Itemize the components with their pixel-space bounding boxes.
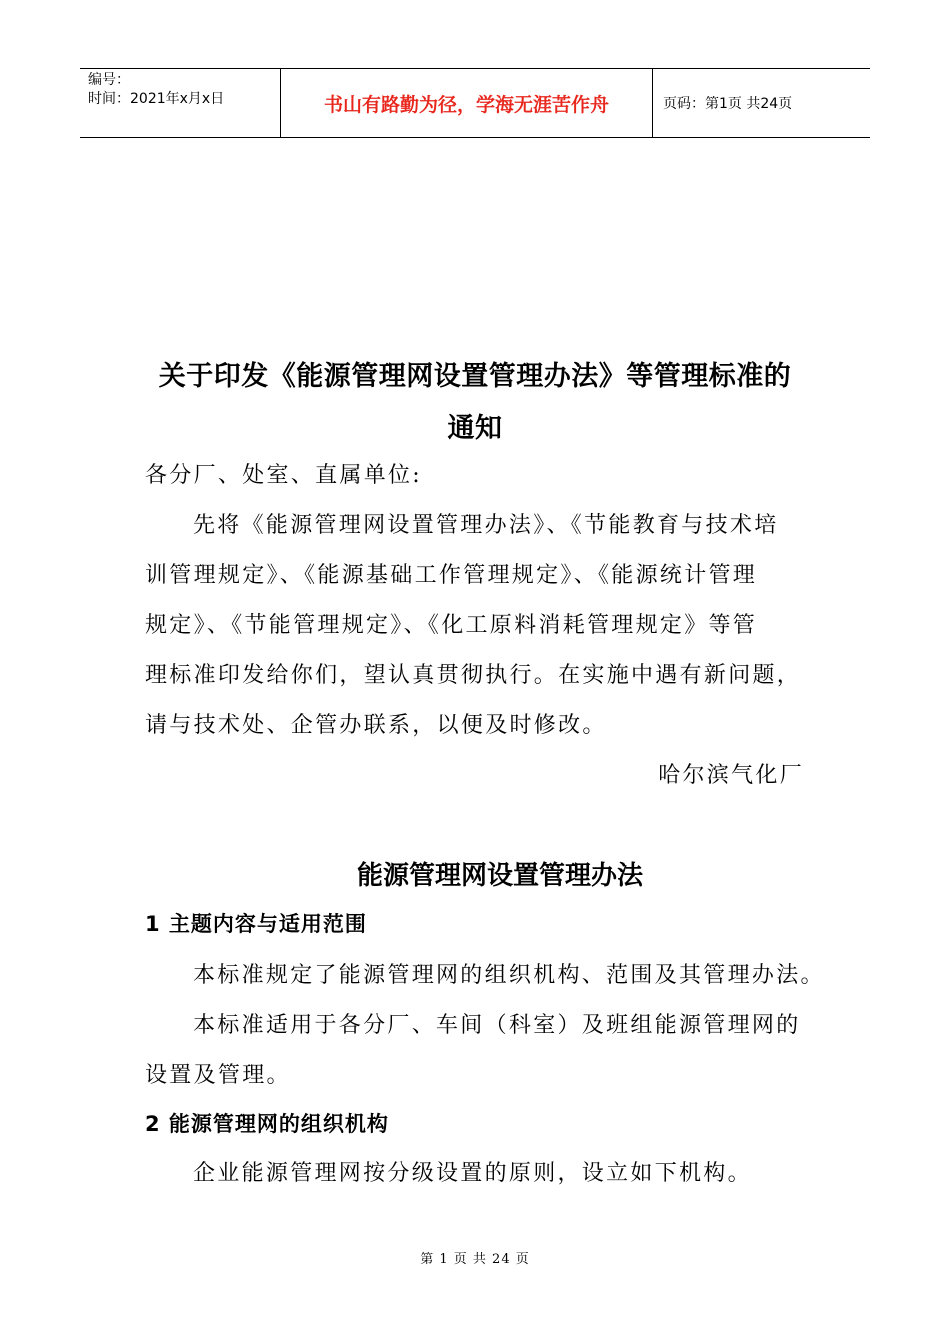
notice-title-line2: 通知 xyxy=(447,413,503,444)
body-line: 理标准印发给你们，望认真贯彻执行。在实施中遇有新问题， xyxy=(145,663,802,688)
section2-heading: 2 能源管理网的组织机构 xyxy=(145,1112,389,1136)
document-header xyxy=(80,68,870,138)
page-footer: 第 1 页 共 24 页 xyxy=(420,1252,530,1267)
body-line: 先将《能源管理网设置管理办法》、《节能教育与技术培 xyxy=(193,513,779,538)
body-line: 规定》、《节能管理规定》、《化工原料消耗管理规定》等管 xyxy=(145,613,758,638)
header-page-info: 页码：第1页 共24页 xyxy=(663,96,793,112)
body-line: 训管理规定》、《能源基础工作管理规定》、《能源统计管理 xyxy=(145,563,758,588)
section1-heading: 1 主题内容与适用范围 xyxy=(145,912,367,936)
salutation: 各分厂、处室、直属单位: xyxy=(145,463,423,488)
date-label: 时间：2021年x月x日 xyxy=(88,91,225,107)
regulation-title: 能源管理网设置管理办法 xyxy=(356,861,643,891)
section1-line: 本标准规定了能源管理网的组织机构、范围及其管理办法。 xyxy=(193,963,825,988)
section1-line: 本标准适用于各分厂、车间（科室）及班组能源管理网的 xyxy=(193,1013,801,1038)
number-label: 编号： xyxy=(88,72,130,88)
signature: 哈尔滨气化厂 xyxy=(658,763,804,788)
body-line: 请与技术处、企管办联系，以便及时修改。 xyxy=(145,713,607,738)
section1-line: 设置及管理。 xyxy=(145,1063,291,1088)
section2-line: 企业能源管理网按分级设置的原则，设立如下机构。 xyxy=(193,1161,752,1186)
header-meta xyxy=(80,69,281,137)
notice-title-line1: 关于印发《能源管理网设置管理办法》等管理标准的 xyxy=(158,361,792,392)
header-motto: 书山有路勤为径，学海无涯苦作舟 xyxy=(281,69,653,137)
